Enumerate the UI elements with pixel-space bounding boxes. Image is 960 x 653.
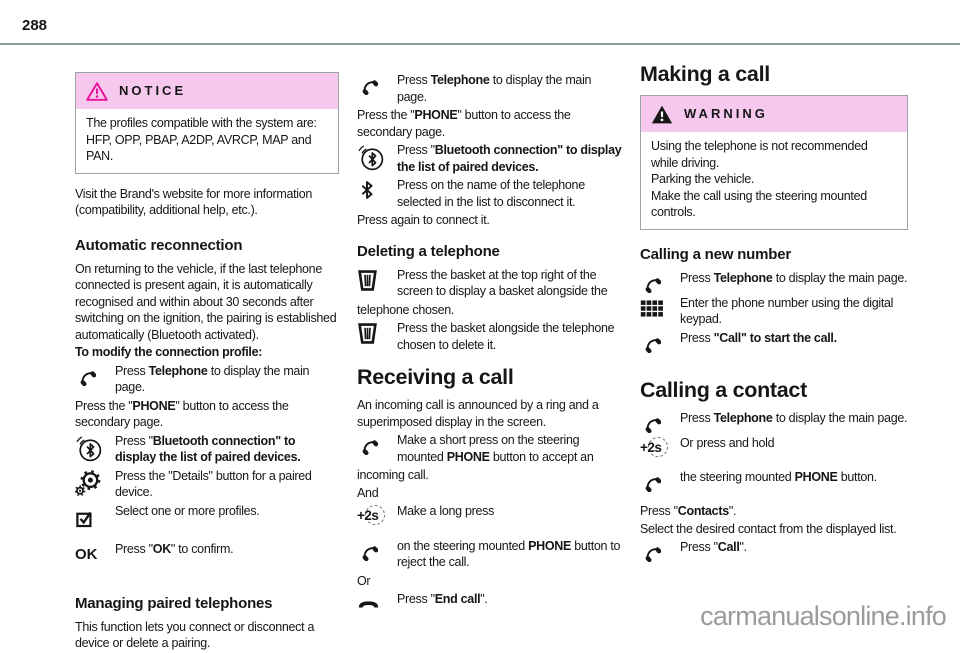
step-text: Make a short press on the steering mounted PHONE button to accept an (397, 433, 594, 464)
section-heading-deleting-a-telephone: Deleting a telephone (357, 242, 500, 260)
body-paragraph: On returning to the vehicle, if the last telephone connected is present again, it is automatically recognised and within about 30 seconds after switching on the ignition, the pairing is established automatically (Bluetooth activated). (75, 261, 337, 342)
instruction-step (640, 469, 908, 501)
step-text: Press the basket alongside the telephone chosen to delete it. (397, 321, 615, 352)
handset-icon (357, 538, 397, 571)
column-left (75, 62, 339, 653)
step-text: Press the basket at the top right of the screen to display a basket alongside the (397, 267, 608, 298)
body-paragraph: Visit the Brand's website for more information (compatibility, additional help, etc.). (75, 186, 313, 217)
column-middle (357, 62, 623, 625)
instruction-step (357, 267, 623, 300)
notice-header (76, 73, 338, 109)
warning-title: WARNING (684, 105, 768, 121)
handset-icon (640, 330, 680, 362)
instruction-step (640, 539, 908, 562)
warning-line: Using the telephone is not recommended while driving. (651, 139, 868, 170)
handset-icon (357, 72, 397, 105)
section-heading-making-a-call: Making a call (640, 62, 770, 86)
gears-icon (75, 468, 115, 501)
step-text: Press Telephone to display the main page. (680, 270, 908, 285)
step-text: Press on the name of the telephone selected in the list to disconnect it. (397, 178, 585, 209)
header-rule (0, 43, 960, 45)
instruction-step (357, 538, 623, 571)
bluetooth-connection-icon (357, 142, 397, 175)
body-paragraph: An incoming call is announced by a ring and a superimposed display in the screen. (357, 398, 599, 429)
step-text: Select one or more profiles. (115, 503, 260, 518)
step-text: Press "Call" to start the call. (680, 330, 837, 345)
step-text: on the steering mounted PHONE button to reject the call. (397, 538, 621, 569)
section-heading-calling-a-contact: Calling a contact (640, 377, 807, 402)
instruction-step (357, 432, 623, 465)
basket-icon (357, 320, 397, 353)
body-paragraph: Or (357, 573, 371, 588)
step-text: Or press and hold (680, 435, 775, 450)
body-paragraph: Press "Contacts". (640, 504, 737, 518)
instruction-step (357, 320, 623, 353)
column-right (640, 56, 908, 564)
instruction-step (357, 177, 623, 210)
step-text: Press the "Details" button for a paired device. (115, 468, 312, 499)
body-paragraph: incoming call. (357, 468, 429, 482)
step-text: Press "End call". (397, 592, 488, 606)
body-paragraph: Press again to connect it. (357, 213, 490, 227)
handset-icon (640, 469, 680, 501)
step-text: Enter the phone number using the digital keypad. (680, 295, 894, 326)
step-text: Make a long press (397, 504, 495, 518)
instruction-step (75, 363, 339, 396)
notice-box (75, 72, 339, 174)
instruction-step (640, 270, 908, 293)
long-press-2s-icon: +2s (357, 503, 397, 536)
handset-icon (640, 410, 680, 433)
notice-body: The profiles compatible with the system are: HFP, OPP, PBAP, A2DP, AVRCP, MAP and PAN. (86, 116, 317, 163)
keypad-icon (640, 295, 680, 328)
instruction-step (640, 435, 908, 468)
notice-triangle-icon (86, 81, 108, 102)
step-text: Press "Bluetooth connection" to display the list of paired devices. (115, 433, 301, 464)
instruction-step (75, 503, 339, 535)
section-heading-managing-paired-telephones: Managing paired telephones (75, 594, 273, 612)
checkbox-icon (75, 503, 115, 535)
section-heading-calling-a-new-number: Calling a new number (640, 245, 792, 263)
handset-icon (357, 432, 397, 465)
warning-line: Parking the vehicle. (651, 172, 755, 186)
instruction-step (357, 591, 623, 623)
body-paragraph: And (357, 485, 379, 500)
instruction-step (357, 72, 623, 105)
handset-icon (75, 363, 115, 396)
section-heading-receiving-a-call: Receiving a call (357, 365, 514, 389)
instruction-step (75, 468, 339, 501)
instruction-step (75, 433, 339, 466)
body-paragraph: telephone chosen. (357, 302, 455, 317)
ok-icon: OK (75, 545, 98, 563)
instruction-step (640, 295, 908, 328)
body-paragraph: This function lets you connect or disconnect a device or delete a pairing. (75, 619, 315, 650)
watermark: carmanualsonline.info (700, 601, 946, 631)
handset-icon (640, 539, 680, 562)
step-text: Press "Bluetooth connection" to display the list of paired devices. (397, 143, 622, 174)
step-text: Press Telephone to display the main page. (115, 363, 310, 394)
step-text: Press "OK" to confirm. (115, 541, 234, 556)
page-number: 288 (22, 17, 48, 34)
warning-header (641, 96, 907, 132)
notice-title: NOTICE (119, 82, 187, 98)
body-paragraph-bold: To modify the connection profile: (75, 345, 263, 359)
basket-icon (357, 267, 397, 300)
long-press-2s-icon: +2s (640, 435, 680, 468)
step-text: Press Telephone to display the main page. (397, 73, 592, 104)
step-text: the steering mounted PHONE button. (680, 470, 877, 484)
end-call-icon (357, 591, 397, 623)
body-paragraph: Press the "PHONE" button to access the secondary page. (75, 398, 289, 429)
warning-line: Make the call using the steering mounted controls. (651, 188, 867, 219)
instruction-step (357, 142, 623, 175)
handset-icon (640, 270, 680, 293)
instruction-step (640, 330, 908, 362)
body-paragraph: Select the desired contact from the displayed list. (640, 521, 897, 536)
section-heading-automatic-reconnection: Automatic reconnection (75, 236, 243, 254)
bluetooth-icon (357, 177, 397, 210)
warning-box (640, 95, 908, 230)
step-text: Press Telephone to display the main page. (680, 410, 908, 425)
step-text: Press "Call". (680, 540, 747, 554)
instruction-step (75, 541, 339, 573)
instruction-step (640, 410, 908, 433)
instruction-step (357, 503, 623, 536)
warning-triangle-icon (651, 104, 673, 125)
body-paragraph: Press the "PHONE" button to access the secondary page. (357, 108, 571, 139)
bluetooth-connection-icon (75, 433, 115, 466)
